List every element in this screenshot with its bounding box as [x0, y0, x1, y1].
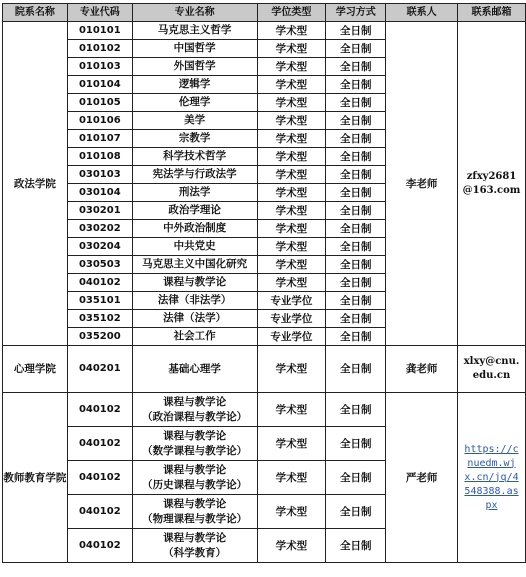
major-code-cell: 035102: [67, 310, 132, 328]
major-name-cell: [132, 310, 257, 328]
study-mode-cell: 全日制: [326, 495, 386, 529]
header-contact: 联系人: [386, 4, 458, 22]
major-name-line: 课程与教学论: [163, 395, 227, 408]
contact-cell: 严老师: [386, 393, 458, 563]
major-name-cell: [132, 202, 257, 220]
major-code-cell: 030104: [67, 184, 132, 202]
major-code-cell: 040201: [67, 346, 132, 393]
major-code-cell: 040102: [67, 495, 132, 529]
major-name-line: 马克思主义哲学: [157, 24, 232, 36]
degree-type-cell: 学术型: [257, 94, 326, 112]
table-row: [3, 22, 526, 40]
study-mode-cell: 全日制: [326, 202, 386, 220]
study-mode-cell: 全日制: [326, 184, 386, 202]
header-email: 联系邮箱: [458, 4, 526, 22]
degree-type-cell: 学术型: [257, 427, 326, 461]
major-code-cell: 040102: [67, 461, 132, 495]
major-name-line: （历史课程与教学论）: [142, 478, 248, 491]
college-cell: 政法学院: [3, 22, 68, 346]
major-code-cell: 010108: [67, 148, 132, 166]
major-name-line: 社会工作: [173, 330, 216, 342]
degree-type-cell: 学术型: [257, 495, 326, 529]
study-mode-cell: 全日制: [326, 148, 386, 166]
degree-type-cell: 专业学位: [257, 310, 326, 328]
major-code-cell: 010106: [67, 112, 132, 130]
study-mode-cell: 全日制: [326, 427, 386, 461]
major-code-cell: 030202: [67, 220, 132, 238]
table-row: [3, 346, 526, 393]
study-mode-cell: 全日制: [326, 461, 386, 495]
study-mode-cell: 全日制: [326, 328, 386, 346]
major-code-cell: 030503: [67, 256, 132, 274]
college-cell: 教师教育学院: [3, 393, 68, 563]
major-name-line: （科学教育）: [163, 546, 227, 559]
study-mode-cell: 全日制: [326, 40, 386, 58]
major-name-line: （数学课程与教学论）: [142, 444, 248, 457]
study-mode-cell: 全日制: [326, 22, 386, 40]
email-cell: zfxy2681@163.com: [458, 22, 526, 346]
major-name-line: 美学: [184, 114, 206, 126]
study-mode-cell: 全日制: [326, 238, 386, 256]
contact-cell: 龚老师: [386, 346, 458, 393]
email-cell: xlxy@cnu.edu.cn: [458, 346, 526, 393]
major-name-line: 外国哲学: [173, 60, 216, 72]
major-code-cell: 030103: [67, 166, 132, 184]
signup-link[interactable]: https://cnuedm.wjx.cn/jq/4548388.aspx: [464, 443, 519, 511]
major-name-cell: [132, 238, 257, 256]
degree-type-cell: 学术型: [257, 220, 326, 238]
degree-type-cell: 学术型: [257, 256, 326, 274]
major-name-cell: [132, 94, 257, 112]
degree-type-cell: 学术型: [257, 22, 326, 40]
major-name-cell: [132, 274, 257, 292]
major-name-cell: [132, 256, 257, 274]
study-mode-cell: 全日制: [326, 166, 386, 184]
degree-type-cell: 学术型: [257, 184, 326, 202]
major-name-cell: [132, 40, 257, 58]
major-name-line: 伦理学: [178, 96, 211, 108]
degree-type-cell: 学术型: [257, 238, 326, 256]
header-degree-type: 学位类型: [257, 4, 326, 22]
major-code-cell: 035200: [67, 328, 132, 346]
header-row: [3, 4, 526, 22]
study-mode-cell: 全日制: [326, 76, 386, 94]
degree-type-cell: 学术型: [257, 76, 326, 94]
study-mode-cell: 全日制: [326, 58, 386, 76]
major-name-line: （政治课程与教学论）: [142, 410, 248, 423]
major-name-cell: [132, 328, 257, 346]
major-name-cell: [132, 495, 257, 529]
major-name-line: 科学技术哲学: [163, 150, 227, 162]
major-name-cell: [132, 22, 257, 40]
study-mode-cell: 全日制: [326, 274, 386, 292]
major-code-cell: 040102: [67, 274, 132, 292]
major-name-cell: [132, 130, 257, 148]
header-major: 专业名称: [132, 4, 257, 22]
major-name-line: 刑法学: [178, 186, 211, 198]
major-name-line: 课程与教学论: [163, 463, 227, 476]
major-name-cell: [132, 346, 257, 393]
header-code: 专业代码: [67, 4, 132, 22]
program-table: [2, 3, 526, 563]
major-code-cell: 010107: [67, 130, 132, 148]
header-study-mode: 学习方式: [326, 4, 386, 22]
major-name-line: 课程与教学论: [163, 497, 227, 510]
study-mode-cell: 全日制: [326, 112, 386, 130]
major-name-line: 课程与教学论: [163, 276, 227, 288]
major-name-cell: [132, 58, 257, 76]
major-name-cell: [132, 427, 257, 461]
table-row: [3, 393, 526, 427]
major-name-cell: [132, 184, 257, 202]
major-name-cell: [132, 112, 257, 130]
degree-type-cell: 学术型: [257, 130, 326, 148]
study-mode-cell: 全日制: [326, 94, 386, 112]
major-code-cell: 040102: [67, 427, 132, 461]
degree-type-cell: 学术型: [257, 40, 326, 58]
major-code-cell: 010105: [67, 94, 132, 112]
major-code-cell: 040102: [67, 393, 132, 427]
major-name-line: 宪法学与行政法学: [152, 168, 237, 180]
study-mode-cell: 全日制: [326, 256, 386, 274]
major-name-line: 政治学理论: [168, 204, 221, 216]
degree-type-cell: 学术型: [257, 58, 326, 76]
college-cell: 心理学院: [3, 346, 68, 393]
major-code-cell: 010101: [67, 22, 132, 40]
major-name-line: 基础心理学: [168, 362, 221, 375]
major-name-line: 逻辑学: [178, 78, 211, 90]
major-name-cell: [132, 393, 257, 427]
major-name-line: 课程与教学论: [163, 429, 227, 442]
major-code-cell: 035101: [67, 292, 132, 310]
degree-type-cell: 学术型: [257, 166, 326, 184]
major-code-cell: 030204: [67, 238, 132, 256]
degree-type-cell: 专业学位: [257, 328, 326, 346]
major-name-cell: [132, 461, 257, 495]
major-code-cell: 010103: [67, 58, 132, 76]
major-name-cell: [132, 76, 257, 94]
study-mode-cell: 全日制: [326, 393, 386, 427]
table-body: [3, 22, 526, 563]
degree-type-cell: 专业学位: [257, 292, 326, 310]
major-name-line: （物理课程与教学论）: [142, 512, 248, 525]
major-name-line: 法律（法学）: [163, 312, 227, 324]
study-mode-cell: 全日制: [326, 130, 386, 148]
major-code-cell: 010104: [67, 76, 132, 94]
major-code-cell: 010102: [67, 40, 132, 58]
study-mode-cell: 全日制: [326, 310, 386, 328]
major-name-line: 中外政治制度: [163, 222, 227, 234]
major-name-line: 马克思主义中国化研究: [142, 258, 248, 270]
major-code-cell: 040102: [67, 529, 132, 563]
major-name-line: 宗教学: [178, 132, 211, 144]
major-name-cell: [132, 166, 257, 184]
degree-type-cell: 学术型: [257, 148, 326, 166]
major-name-cell: [132, 292, 257, 310]
study-mode-cell: 全日制: [326, 346, 386, 393]
degree-type-cell: 学术型: [257, 529, 326, 563]
study-mode-cell: 全日制: [326, 292, 386, 310]
major-name-line: 法律（非法学）: [157, 294, 232, 306]
degree-type-cell: 学术型: [257, 461, 326, 495]
study-mode-cell: 全日制: [326, 529, 386, 563]
major-name-line: 中共党史: [173, 240, 216, 252]
study-mode-cell: 全日制: [326, 220, 386, 238]
degree-type-cell: 学术型: [257, 274, 326, 292]
major-name-line: 课程与教学论: [163, 531, 227, 544]
degree-type-cell: 学术型: [257, 346, 326, 393]
degree-type-cell: 学术型: [257, 202, 326, 220]
major-name-cell: [132, 148, 257, 166]
major-name-cell: [132, 220, 257, 238]
contact-cell: 李老师: [386, 22, 458, 346]
degree-type-cell: 学术型: [257, 393, 326, 427]
email-cell: [458, 393, 526, 563]
major-name-line: 中国哲学: [173, 42, 216, 54]
degree-type-cell: 学术型: [257, 112, 326, 130]
header-college: 院系名称: [3, 4, 68, 22]
major-name-cell: [132, 529, 257, 563]
major-code-cell: 030201: [67, 202, 132, 220]
